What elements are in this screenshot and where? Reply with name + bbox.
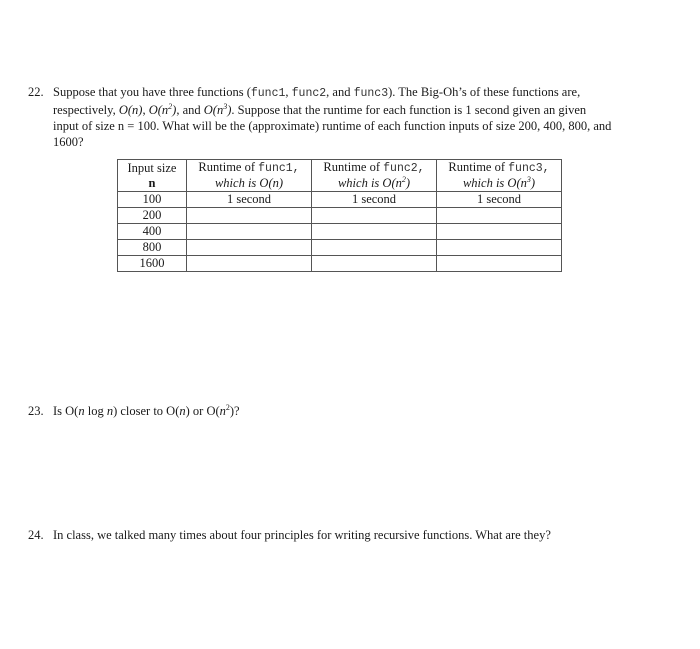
question-23 xyxy=(28,403,658,419)
text-span: Runtime of xyxy=(448,160,509,174)
header-func3-complexity xyxy=(437,176,562,192)
q22-line-3: input of size n = 100. What will be the (approximate) runtime of each function inputs of size 200, 400, 800, and xyxy=(53,119,612,133)
question-text xyxy=(53,403,658,419)
text-span: Suppose that you have three functions ( xyxy=(53,85,251,99)
header-func1-complexity xyxy=(187,176,312,192)
exponent: 2 xyxy=(401,175,406,184)
text-span: ) xyxy=(172,103,177,117)
cell-runtime-func1: 1 second xyxy=(187,192,312,208)
var-n: n xyxy=(219,404,226,418)
question-text: In class, we talked many times about four principles for writing recursive functions. What are they? xyxy=(53,528,551,542)
text-span: , xyxy=(142,103,149,117)
func3-code: func3 xyxy=(353,87,389,100)
exponent: 2 xyxy=(225,403,230,412)
func1-code: func1 xyxy=(250,87,286,100)
q22-line-1 xyxy=(53,84,658,102)
text-span: ) xyxy=(530,176,536,190)
big-o-n3 xyxy=(204,103,232,117)
var-n: n xyxy=(179,404,186,418)
complexity-text xyxy=(338,176,410,190)
big-o-n2 xyxy=(149,103,177,117)
cell-runtime-func3 xyxy=(437,240,562,256)
cell-input-size: 1600 xyxy=(118,256,187,272)
header-func3 xyxy=(437,160,562,177)
cell-runtime-func3 xyxy=(437,224,562,240)
text-span: log xyxy=(84,404,107,418)
text-span: which is O(n xyxy=(337,176,402,190)
question-number: 23. xyxy=(28,404,44,418)
table-header-row xyxy=(118,160,562,177)
text-span: O(n xyxy=(203,103,224,117)
func1-code: func1, xyxy=(258,162,300,175)
text-span: , xyxy=(285,85,292,99)
cell-runtime-func3 xyxy=(437,208,562,224)
cell-runtime-func1 xyxy=(187,208,312,224)
cell-input-size: 100 xyxy=(118,192,187,208)
q22-line-4: 1600? xyxy=(53,135,84,149)
header-func1 xyxy=(187,160,312,177)
text-span: O(n xyxy=(148,103,169,117)
cell-input-size: 200 xyxy=(118,208,187,224)
func2-code: func2 xyxy=(291,87,327,100)
cell-runtime-func1 xyxy=(187,240,312,256)
var-n: n xyxy=(78,404,85,418)
header-func2-complexity xyxy=(312,176,437,192)
exponent: 3 xyxy=(223,102,228,111)
cell-runtime-func1 xyxy=(187,224,312,240)
text-span: Runtime of xyxy=(323,160,384,174)
header-n: n xyxy=(118,176,187,192)
func3-code: func3, xyxy=(508,162,550,175)
question-number: 24. xyxy=(28,528,44,542)
question-number: 22. xyxy=(28,85,44,99)
text-span: , and xyxy=(326,85,354,99)
text-span: Is O( xyxy=(53,404,79,418)
text-span: respectively, xyxy=(53,103,119,117)
exponent: 2 xyxy=(168,102,173,111)
cell-runtime-func2 xyxy=(312,208,437,224)
text-span: which is O(n xyxy=(462,176,527,190)
text-span: . Suppose that the runtime for each function is 1 second given an given xyxy=(231,103,587,117)
exponent: 3 xyxy=(526,175,531,184)
cell-runtime-func2: 1 second xyxy=(312,192,437,208)
header-input-size: Input size xyxy=(118,160,187,177)
table-row xyxy=(118,240,562,256)
header-func2 xyxy=(312,160,437,177)
table-row xyxy=(118,192,562,208)
question-24 xyxy=(28,527,658,543)
table-header-row-2 xyxy=(118,176,562,192)
table-row xyxy=(118,208,562,224)
cell-runtime-func1 xyxy=(187,256,312,272)
table-row xyxy=(118,224,562,240)
q22-line-2 xyxy=(53,102,658,118)
cell-runtime-func2 xyxy=(312,240,437,256)
question-text xyxy=(53,84,658,150)
complexity-text: which is O(n) xyxy=(214,176,284,190)
table-row xyxy=(118,256,562,272)
text-span: Runtime of xyxy=(198,160,259,174)
text-span: )? xyxy=(229,404,240,418)
text-span: ) closer to O( xyxy=(113,404,180,418)
runtime-table xyxy=(117,159,562,272)
question-22 xyxy=(28,84,658,150)
cell-runtime-func2 xyxy=(312,224,437,240)
text-span: ). The Big-Oh’s of these functions are, xyxy=(388,85,581,99)
big-o-n: O(n) xyxy=(118,103,143,117)
text-span: ) xyxy=(405,176,411,190)
cell-runtime-func2 xyxy=(312,256,437,272)
cell-runtime-func3: 1 second xyxy=(437,192,562,208)
text-span: , and xyxy=(176,103,204,117)
text-span: ) or O( xyxy=(185,404,220,418)
func2-code: func2, xyxy=(383,162,425,175)
text-span: ) xyxy=(227,103,232,117)
complexity-text xyxy=(463,176,535,190)
cell-input-size: 400 xyxy=(118,224,187,240)
cell-runtime-func3 xyxy=(437,256,562,272)
cell-input-size: 800 xyxy=(118,240,187,256)
var-n: n xyxy=(106,404,114,418)
